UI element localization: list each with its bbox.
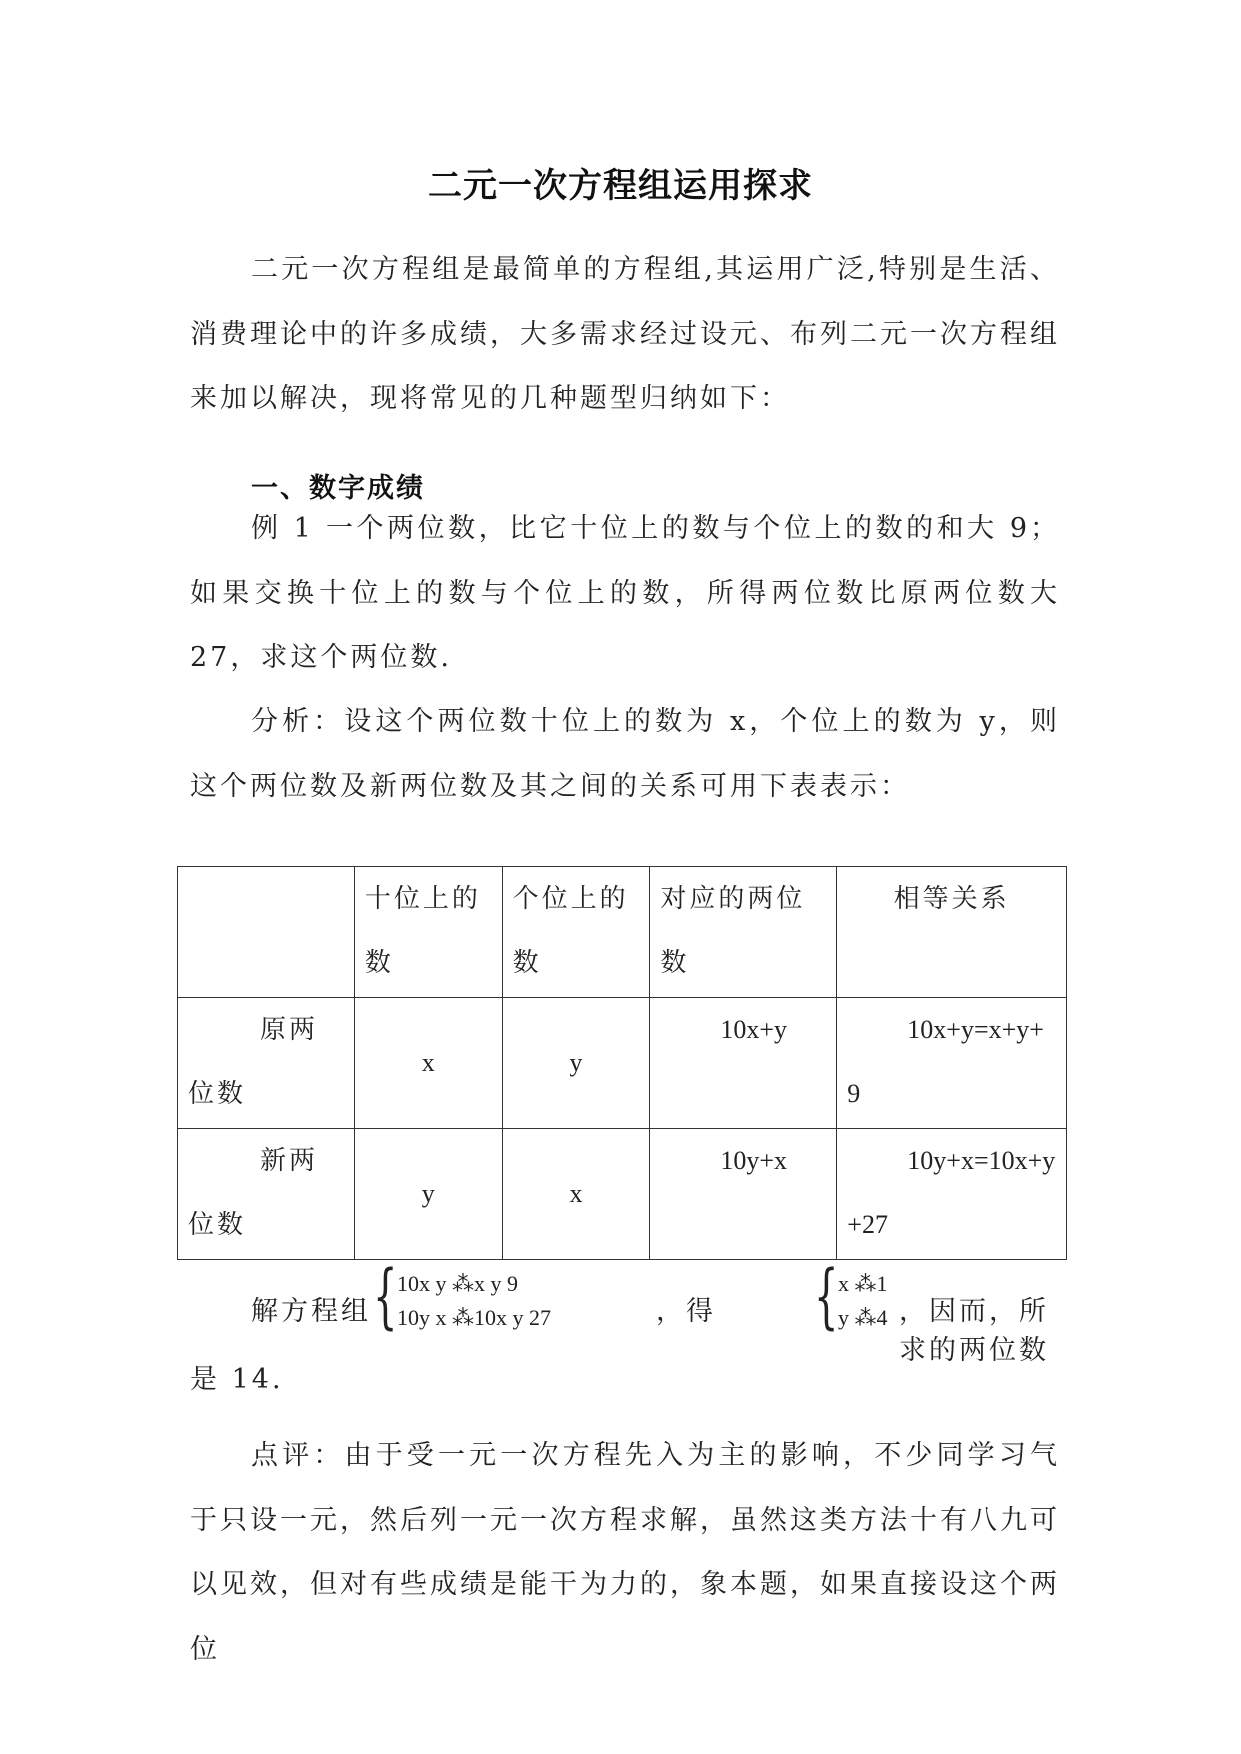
tens-value: y [354, 1129, 502, 1260]
intro-paragraph: 二元一次方程组是最简单的方程组,其运用广泛,特别是生活、消费理论中的许多成绩，大多需求经过设元、布列二元一次方程组来加以解决，现将常见的几种题型归纳如下： [190, 254, 1060, 414]
relation-table [177, 866, 1067, 1260]
solve-prefix: 解方程组 [251, 1296, 371, 1327]
row-label: 新两位数 [178, 1129, 355, 1260]
relation-value: 10y+x=10x+y+27 [837, 1129, 1067, 1260]
solve-mid: ，得 [656, 1296, 716, 1327]
table-header-row [178, 867, 1067, 998]
relation-value: 10x+y=x+y+9 [837, 998, 1067, 1129]
comment-paragraph: 点评：由于受一元一次方程先入为主的影响，不少同学习气于只设一元，然后列一元一次方程求解，虽然这类方法十有八九可以见效，但对有些成绩是能干为力的，象本题，如果直接设这个两位 [190, 1440, 1060, 1665]
units-value: x [502, 1129, 650, 1260]
section-heading: 一、数字成绩 [251, 473, 425, 504]
table-row [178, 998, 1067, 1129]
example-paragraph: 例 1 一个两位数，比它十位上的数与个位上的数的和大 9；如果交换十位上的数与个位上的数，所得两位数比原两位数大 27，求这个两位数. [190, 513, 1060, 673]
brace-icon: { [814, 1255, 839, 1337]
table-header-cell: 十位上的数 [354, 867, 502, 998]
table-row [178, 1129, 1067, 1260]
number-value: 10x+y [650, 998, 837, 1129]
tens-value: x [354, 998, 502, 1129]
table-header-cell: 个位上的数 [502, 867, 650, 998]
table-header-cell [178, 867, 355, 998]
analysis-paragraph: 分析：设这个两位数十位上的数为 x，个位上的数为 y，则这个两位数及新两位数及其之间的关系可用下表表示： [190, 706, 1060, 802]
row-label: 原两位数 [178, 998, 355, 1129]
units-value: y [502, 998, 650, 1129]
equation-line: y ⁂4 [838, 1305, 888, 1330]
equation-line: x ⁂1 [838, 1271, 888, 1296]
solution-line [251, 1255, 1061, 1366]
solve-suffix: ，因而，所求的两位数 [899, 1296, 1049, 1366]
solution-continuation: 是 14. [190, 1364, 284, 1395]
equation-line: 10x y ⁂x y 9 [397, 1271, 518, 1296]
number-value: 10y+x [650, 1129, 837, 1260]
document-title: 二元一次方程组运用探求 [428, 166, 813, 206]
table-header-cell: 对应的两位数 [650, 867, 837, 998]
table-header-cell: 相等关系 [837, 867, 1067, 998]
equation-line: 10y x ⁂10x y 27 [397, 1305, 551, 1330]
brace-icon: { [373, 1255, 398, 1337]
